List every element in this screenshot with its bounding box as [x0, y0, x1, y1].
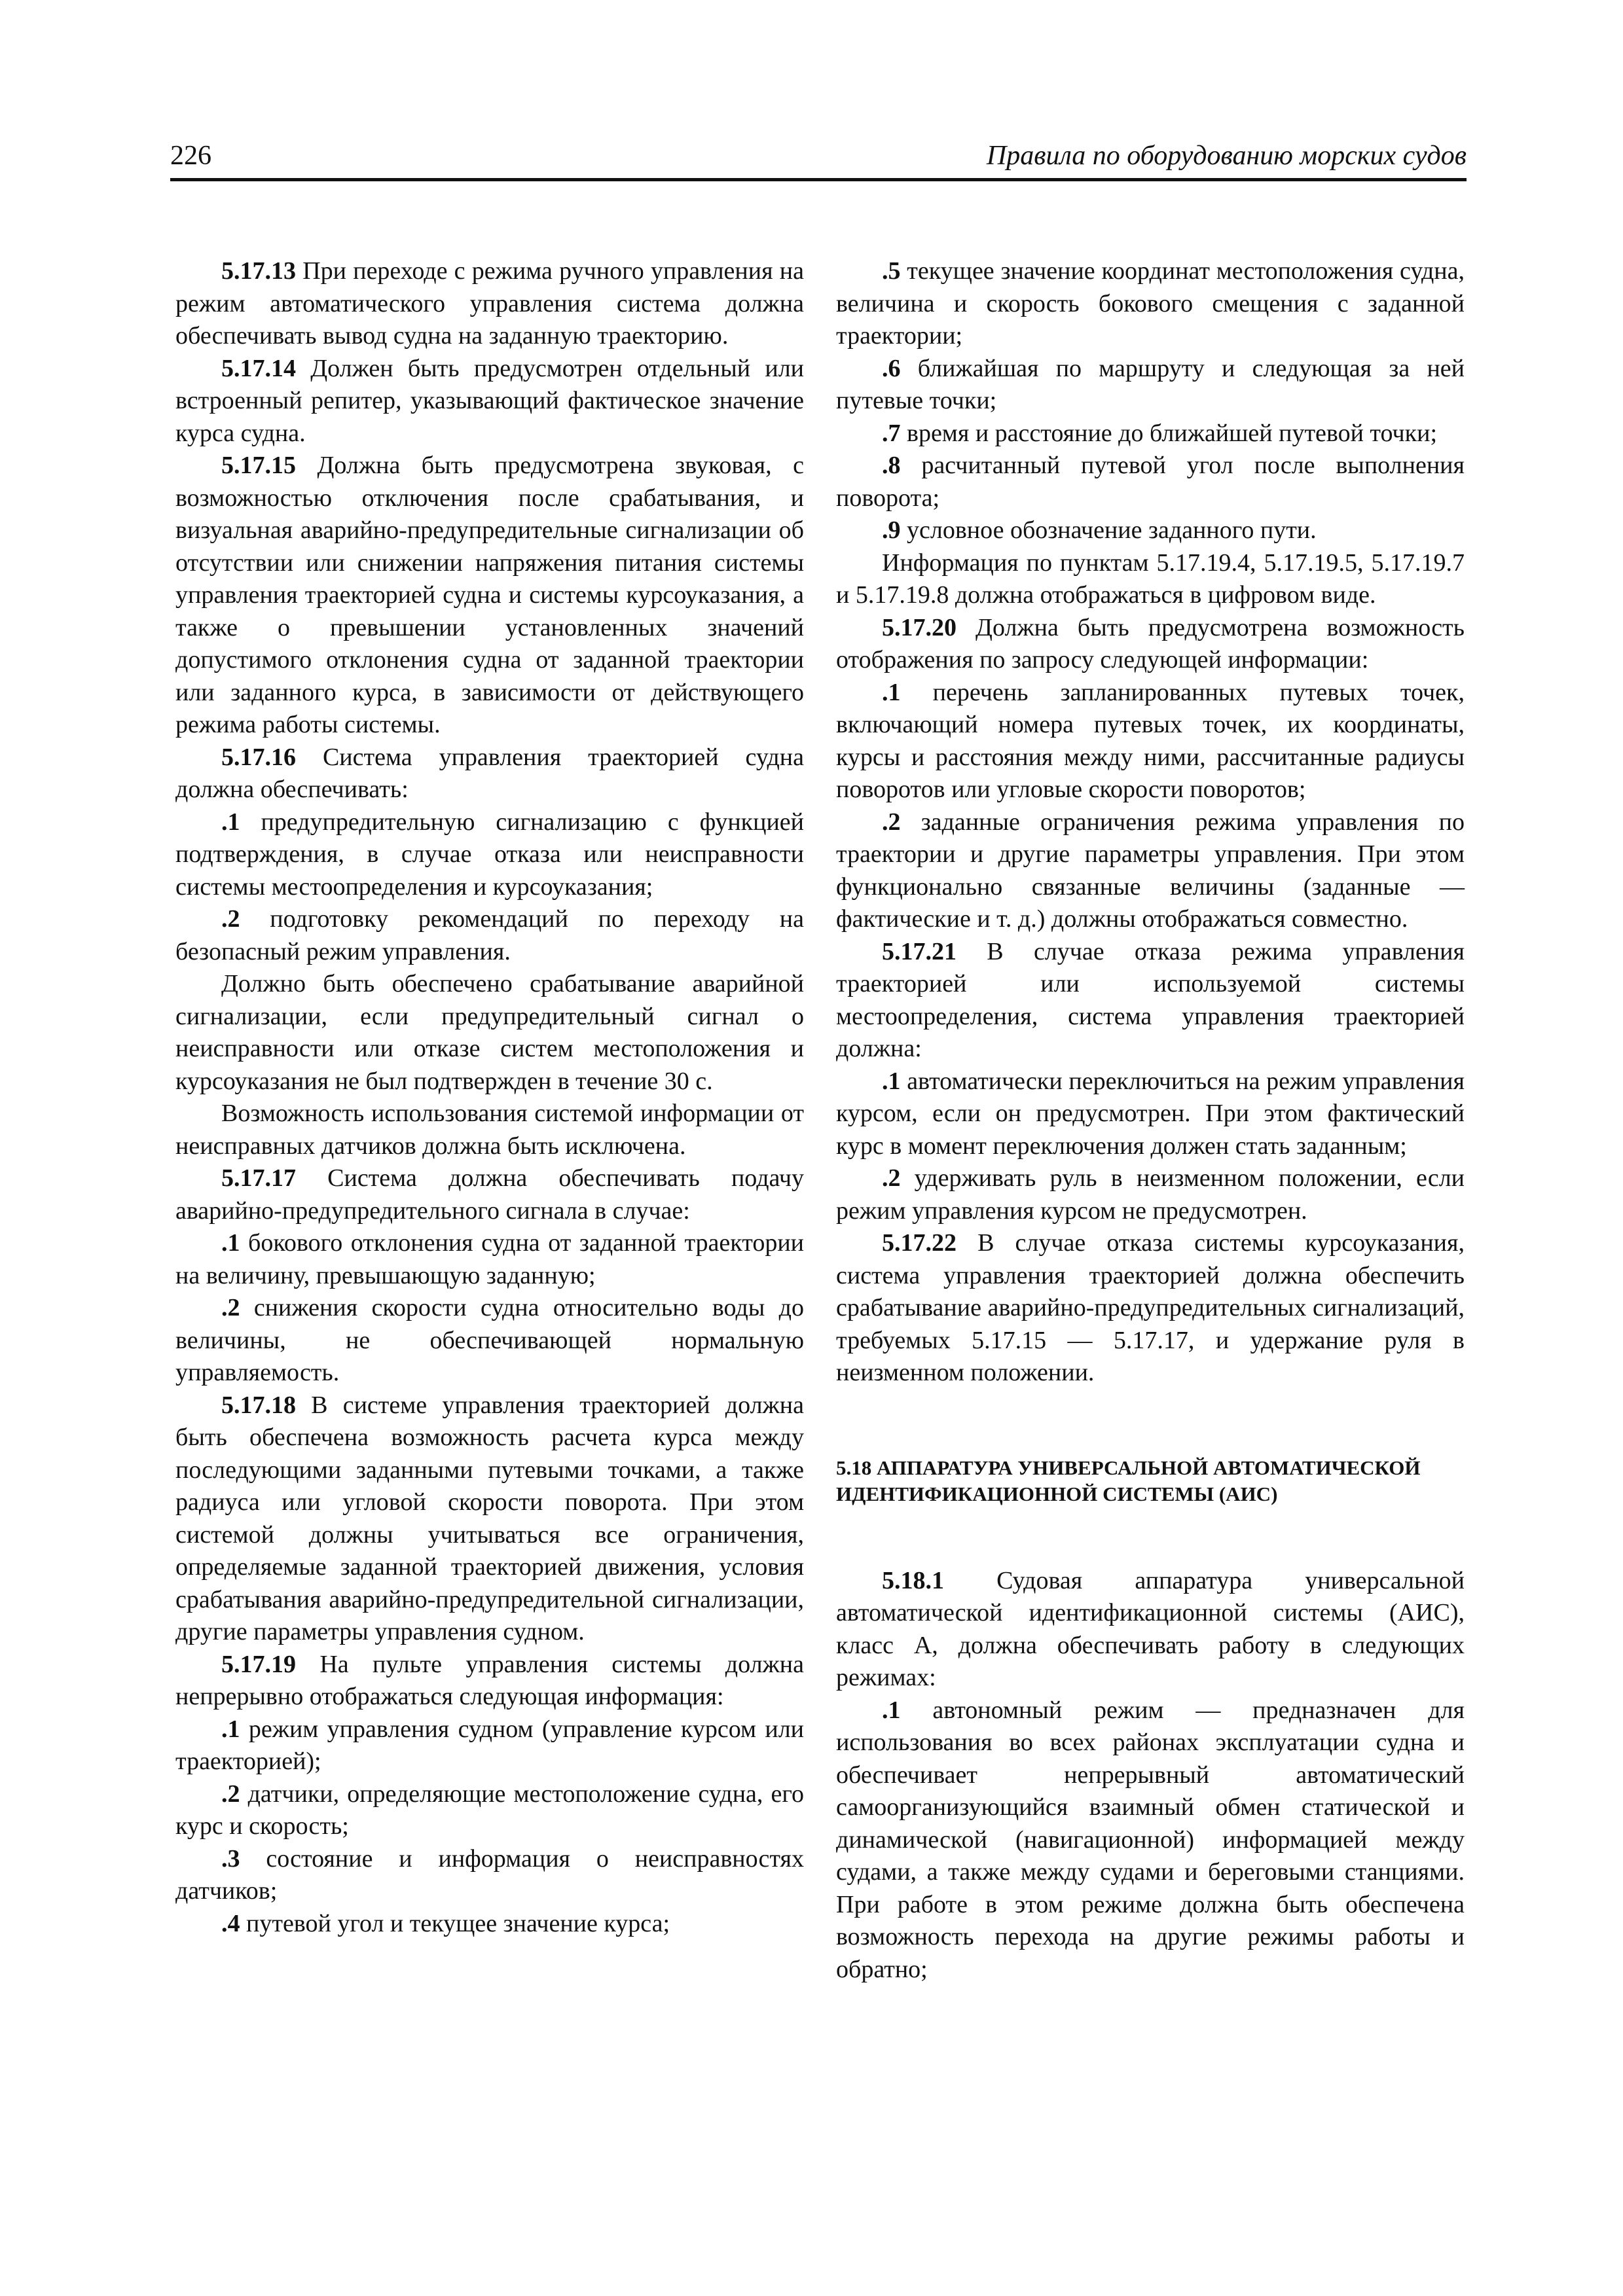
item-text: автоматически переключиться на режим управления курсом, если он предусмотрен. При этом фактический курс в момент переключения должен стать заданным; [836, 1067, 1465, 1160]
paragraph-text: Должна быть предусмотрена звуковая, с возможностью отключения после срабатывания, и визуальная аварийно-предупредительные сигнализации об отсутствии или снижении напряжения питания системы управления траекторией судна и системы курсоуказания, а также о превышении установленных значений допустимого отклонения судна от заданной траектории или заданного курса, в зависимости от действующего режима работы системы. [175, 452, 804, 738]
item-text: снижения скорости судна относительно воды до величины, не обеспечивающей нормальную управляемость. [175, 1294, 804, 1386]
list-item [836, 255, 1465, 353]
paragraph-text: Система управления траекторией судна должна обеспечивать: [175, 743, 804, 803]
paragraph-text: Система должна обеспечивать подачу аварийно-предупредительного сигнала в случае: [175, 1164, 804, 1225]
item-number: .1 [221, 1715, 240, 1743]
item-text: подготовку рекомендаций по переходу на безопасный режим управления. [175, 905, 804, 965]
paragraph [175, 353, 804, 450]
item-number: .2 [882, 1164, 901, 1192]
item-text: датчики, определяющие местоположение судна, его курс и скорость; [175, 1780, 804, 1840]
item-text: режим управления судном (управление курсом или траекторией); [175, 1715, 804, 1775]
paragraph-text: Должно быть обеспечено срабатывание аварийной сигнализации, если предупредительный сигнал о неисправности или отказе систем местоположения и курсоуказания не был подтвержден в течение 30 с. [175, 970, 804, 1095]
clause-number: 5.17.19 [221, 1650, 296, 1678]
paragraph-text: На пульте управления системы должна непрерывно отображаться следующая информация: [175, 1650, 804, 1710]
clause-number: 5.17.13 [221, 257, 296, 285]
paragraph-text: При переходе с режима ручного управления на режим автоматического управления система должна обеспечивать вывод судна на заданную траекторию. [175, 257, 804, 350]
paragraph-text: В случае отказа системы курсоуказания, система управления траекторией должна обеспечить срабатывание аварийно-предупредительных сигнализаций, требуемых 5.17.15 — 5.17.17, и удержание руля в неизменном положении. [836, 1229, 1465, 1386]
item-text: бокового отклонения судна от заданной траектории на величину, превышающую заданную; [175, 1229, 804, 1289]
item-text: состояние и информация о неисправностях датчиков; [175, 1844, 804, 1905]
clause-number: 5.17.14 [221, 354, 296, 382]
item-number: .1 [882, 1696, 901, 1724]
paragraph [836, 547, 1465, 612]
list-item [175, 1908, 804, 1941]
clause-number: 5.17.16 [221, 743, 296, 771]
item-text: перечень запланированных путевых точек, включающий номера путевых точек, их координаты, курсы и расстояния между ними, рассчитанные радиусы поворотов или угловые скорости поворотов; [836, 678, 1465, 803]
paragraph [175, 1390, 804, 1649]
item-number: .4 [221, 1909, 240, 1937]
clause-number: 5.17.15 [221, 452, 296, 479]
item-text: текущее значение координат местоположения судна, величина и скорость бокового смещения с заданной траектории; [836, 257, 1465, 350]
paragraph-text: Должен быть предусмотрен отдельный или встроенный репитер, указывающий фактическое значение курса судна. [175, 354, 804, 447]
list-item [836, 806, 1465, 936]
right-column [836, 255, 1465, 1986]
item-number: .2 [882, 808, 901, 836]
item-number: .1 [882, 678, 901, 706]
paragraph-text: Судовая аппаратура универсальной автоматической идентификационной системы (АИС), класс А, должна обеспечивать работу в следующих режимах: [836, 1566, 1465, 1691]
paragraph-text: Информация по пунктам 5.17.19.4, 5.17.19.5, 5.17.19.7 и 5.17.19.8 должна отображаться в цифровом виде. [836, 548, 1465, 609]
item-number: .2 [221, 1294, 240, 1321]
list-item [175, 806, 804, 904]
paragraph [175, 1162, 804, 1227]
list-item [836, 418, 1465, 450]
paragraph [836, 612, 1465, 677]
running-title: Правила по оборудованию морских судов [986, 141, 1467, 171]
item-number: .1 [221, 808, 240, 836]
item-number: .9 [882, 516, 901, 544]
section-heading-line: ИДЕНТИФИКАЦИОННОЙ СИСТЕМЫ (АИС) [836, 1482, 1278, 1505]
paragraph [175, 1098, 804, 1162]
item-text: ближайшая по маршруту и следующая за ней путевые точки; [836, 354, 1465, 414]
paragraph-text: В системе управления траекторией должна быть обеспечена возможность расчета курса между последующими заданными путевыми точками, а также радиуса или угловой скорости поворота. При этом системой должны учитываться все ограничения, определяемые заданной траекторией движения, условия срабатывания аварийно-предупредительной сигнализации, другие параметры управления судном. [175, 1391, 804, 1645]
item-number: .2 [221, 905, 240, 933]
item-number: .1 [882, 1067, 901, 1095]
item-text: условное обозначение заданного пути. [900, 516, 1317, 544]
paragraph [836, 936, 1465, 1066]
list-item [175, 1227, 804, 1292]
item-text: предупредительную сигнализацию с функцией подтверждения, в случае отказа или неисправности системы местоопределения и курсоуказания; [175, 808, 804, 901]
paragraph [175, 450, 804, 742]
list-item [836, 450, 1465, 514]
paragraph [175, 255, 804, 353]
item-text: автономный режим — предназначен для использования во всех районах эксплуатации судна и обеспечивает непрерывный автоматический самоорганизующийся взаимный обмен статической и динамической (навигационной) информацией между судами, а также между судами и береговыми станциями. При работе в этом режиме должна быть обеспечена возможность перехода на другие режимы работы и обратно; [836, 1696, 1465, 1983]
paragraph [836, 1565, 1465, 1695]
clause-number: 5.17.17 [221, 1164, 296, 1192]
list-item [836, 1695, 1465, 1986]
list-item [836, 677, 1465, 806]
clause-number: 5.17.21 [882, 937, 957, 965]
list-item [836, 514, 1465, 547]
list-item [836, 353, 1465, 418]
item-text: путевой угол и текущее значение курса; [240, 1909, 670, 1937]
item-text: удерживать руль в неизменном положении, если режим управления курсом не предусмотрен. [836, 1164, 1465, 1225]
paragraph [175, 968, 804, 1098]
section-heading [836, 1455, 1465, 1507]
clause-number: 5.18.1 [882, 1566, 944, 1594]
left-column [175, 255, 804, 1940]
list-item [175, 1713, 804, 1778]
item-number: .8 [882, 452, 901, 479]
item-text: заданные ограничения режима управления по траектории и другие параметры управления. При этом функционально связанные величины (заданные — фактические и т. д.) должны отображаться совместно. [836, 808, 1465, 933]
section-heading-line: 5.18 АППАРАТУРА УНИВЕРСАЛЬНОЙ АВТОМАТИЧЕСКОЙ [836, 1456, 1421, 1479]
item-text: расчитанный путевой угол после выполнения поворота; [836, 452, 1465, 512]
paragraph-text: Возможность использования системой информации от неисправных датчиков должна быть исключена. [175, 1100, 804, 1160]
item-number: .3 [221, 1844, 240, 1873]
item-number: .1 [221, 1229, 240, 1257]
list-item [175, 903, 804, 968]
item-number: .6 [882, 354, 901, 382]
clause-number: 5.17.22 [882, 1229, 957, 1257]
list-item [175, 1778, 804, 1843]
list-item [175, 1292, 804, 1390]
item-number: .5 [882, 257, 901, 285]
page-number: 226 [170, 141, 211, 171]
page-header [170, 137, 1467, 181]
item-number: .2 [221, 1780, 240, 1808]
item-number: .7 [882, 419, 901, 447]
list-item [175, 1843, 804, 1908]
paragraph [175, 1649, 804, 1713]
paragraph [836, 1227, 1465, 1390]
item-text: время и расстояние до ближайшей путевой точки; [900, 419, 1438, 447]
clause-number: 5.17.18 [221, 1391, 296, 1419]
paragraph-text: Должна быть предусмотрена возможность отображения по запросу следующей информации: [836, 613, 1465, 673]
list-item [836, 1162, 1465, 1227]
paragraph-text: В случае отказа режима управления траекторией или используемой системы местоопределения, система управления траекторией должна: [836, 937, 1465, 1062]
clause-number: 5.17.20 [882, 613, 957, 641]
paragraph [175, 742, 804, 806]
list-item [836, 1066, 1465, 1163]
